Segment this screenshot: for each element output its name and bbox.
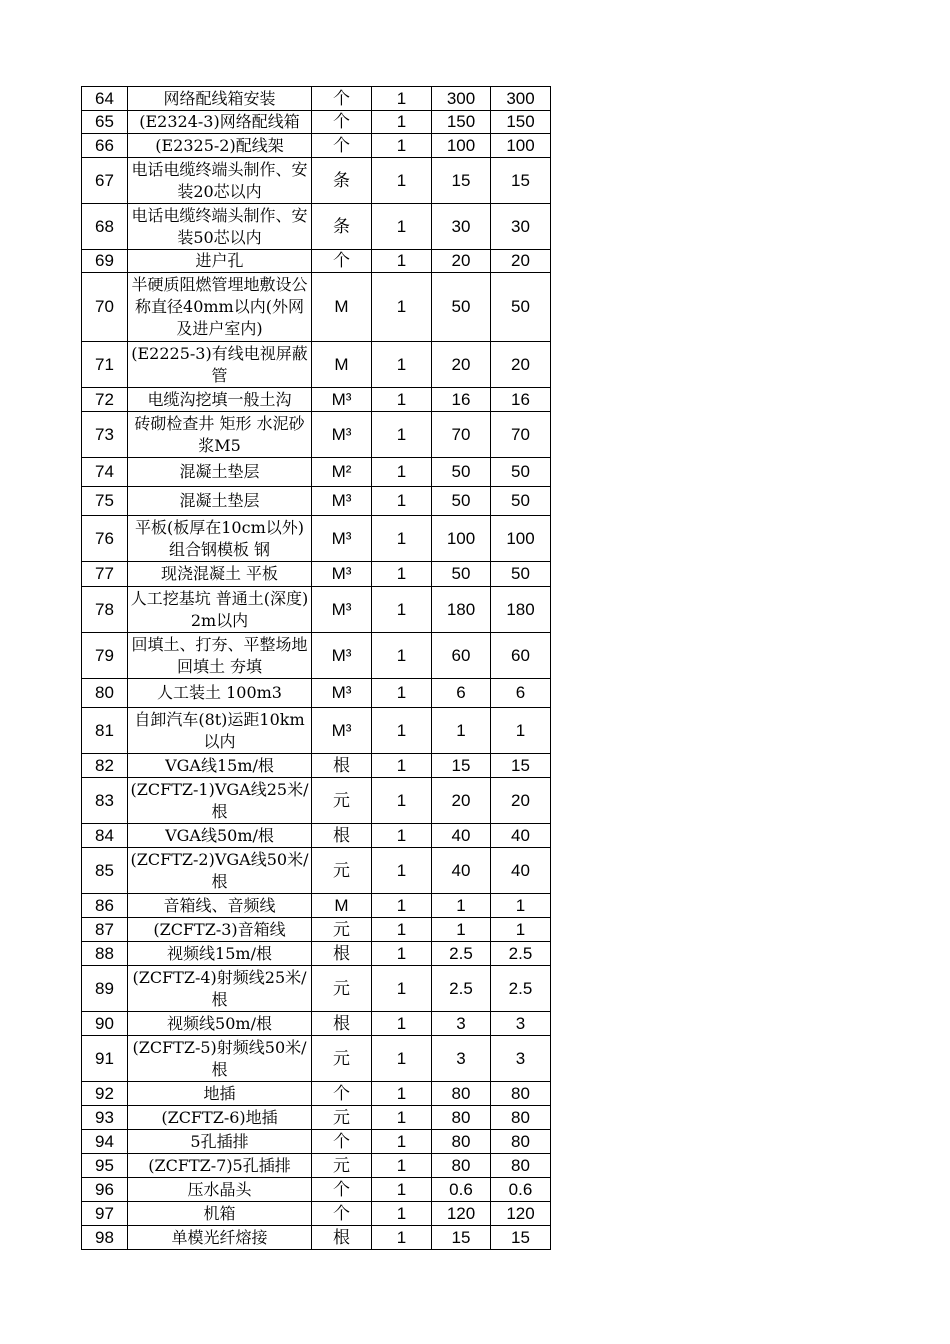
unit-cell: 根 (312, 754, 372, 778)
row-number-cell: 89 (82, 966, 128, 1012)
quantity-cell: 1 (372, 273, 432, 342)
table-row (82, 754, 551, 778)
item-description-cell: 视频线50m/根 (128, 1012, 312, 1036)
table-row (82, 134, 551, 158)
item-description-cell: 混凝土垫层 (128, 487, 312, 516)
unit-price-cell: 0.6 (432, 1178, 491, 1202)
unit-cell: 条 (312, 204, 372, 250)
item-description-cell: 混凝土垫层 (128, 458, 312, 487)
table-row (82, 708, 551, 754)
row-number-cell: 91 (82, 1036, 128, 1082)
total-amount-cell: 100 (491, 134, 551, 158)
item-description-cell: 人工挖基坑 普通土(深度) 2m以内 (128, 587, 312, 633)
total-amount-cell: 15 (491, 1226, 551, 1250)
row-number-cell: 73 (82, 412, 128, 458)
quantity-cell: 1 (372, 754, 432, 778)
unit-cell: M³ (312, 679, 372, 708)
total-amount-cell: 80 (491, 1154, 551, 1178)
table-row (82, 342, 551, 388)
table-body (82, 87, 551, 1250)
unit-price-cell: 80 (432, 1130, 491, 1154)
table-row (82, 273, 551, 342)
item-description-cell: VGA线50m/根 (128, 824, 312, 848)
total-amount-cell: 180 (491, 587, 551, 633)
total-amount-cell: 1 (491, 708, 551, 754)
quantity-cell: 1 (372, 87, 432, 111)
item-description-cell: 现浇混凝土 平板 (128, 562, 312, 587)
row-number-cell: 87 (82, 918, 128, 942)
row-number-cell: 70 (82, 273, 128, 342)
quantity-cell: 1 (372, 1202, 432, 1226)
unit-cell: M (312, 894, 372, 918)
unit-cell: M (312, 273, 372, 342)
unit-price-cell: 15 (432, 754, 491, 778)
quantity-cell: 1 (372, 894, 432, 918)
unit-cell: M² (312, 458, 372, 487)
row-number-cell: 64 (82, 87, 128, 111)
item-description-cell: (ZCFTZ-6)地插 (128, 1106, 312, 1130)
quantity-cell: 1 (372, 1226, 432, 1250)
unit-cell: 元 (312, 1154, 372, 1178)
unit-cell: 个 (312, 250, 372, 273)
total-amount-cell: 15 (491, 158, 551, 204)
quantity-cell: 1 (372, 412, 432, 458)
item-description-cell: 机箱 (128, 1202, 312, 1226)
quantity-cell: 1 (372, 204, 432, 250)
table-row (82, 1178, 551, 1202)
unit-cell: M³ (312, 388, 372, 412)
unit-price-cell: 100 (432, 516, 491, 562)
unit-price-cell: 100 (432, 134, 491, 158)
total-amount-cell: 50 (491, 487, 551, 516)
unit-cell: M³ (312, 487, 372, 516)
row-number-cell: 97 (82, 1202, 128, 1226)
table-row (82, 848, 551, 894)
total-amount-cell: 2.5 (491, 966, 551, 1012)
total-amount-cell: 300 (491, 87, 551, 111)
row-number-cell: 80 (82, 679, 128, 708)
quantity-cell: 1 (372, 516, 432, 562)
item-description-cell: 压水晶头 (128, 1178, 312, 1202)
unit-cell: 元 (312, 966, 372, 1012)
row-number-cell: 77 (82, 562, 128, 587)
table-row (82, 1202, 551, 1226)
quantity-price-table (81, 86, 551, 1250)
total-amount-cell: 50 (491, 458, 551, 487)
unit-price-cell: 60 (432, 633, 491, 679)
table-row (82, 587, 551, 633)
total-amount-cell: 50 (491, 562, 551, 587)
total-amount-cell: 20 (491, 250, 551, 273)
row-number-cell: 84 (82, 824, 128, 848)
total-amount-cell: 150 (491, 111, 551, 134)
total-amount-cell: 3 (491, 1012, 551, 1036)
table-row (82, 1082, 551, 1106)
unit-price-cell: 40 (432, 848, 491, 894)
table-row (82, 87, 551, 111)
row-number-cell: 66 (82, 134, 128, 158)
total-amount-cell: 1 (491, 894, 551, 918)
unit-price-cell: 3 (432, 1012, 491, 1036)
table-row (82, 111, 551, 134)
item-description-cell: (E2225-3)有线电视屏蔽管 (128, 342, 312, 388)
unit-price-cell: 180 (432, 587, 491, 633)
unit-cell: 个 (312, 134, 372, 158)
unit-price-cell: 1 (432, 708, 491, 754)
unit-cell: 元 (312, 848, 372, 894)
quantity-cell: 1 (372, 708, 432, 754)
unit-price-cell: 1 (432, 894, 491, 918)
unit-price-cell: 300 (432, 87, 491, 111)
row-number-cell: 65 (82, 111, 128, 134)
quantity-cell: 1 (372, 1154, 432, 1178)
unit-cell: M³ (312, 708, 372, 754)
table-row (82, 778, 551, 824)
row-number-cell: 69 (82, 250, 128, 273)
quantity-cell: 1 (372, 918, 432, 942)
unit-cell: 个 (312, 1082, 372, 1106)
quantity-cell: 1 (372, 824, 432, 848)
total-amount-cell: 20 (491, 778, 551, 824)
table-row (82, 1106, 551, 1130)
total-amount-cell: 50 (491, 273, 551, 342)
table-row (82, 1226, 551, 1250)
row-number-cell: 83 (82, 778, 128, 824)
unit-price-cell: 50 (432, 487, 491, 516)
quantity-cell: 1 (372, 942, 432, 966)
quantity-cell: 1 (372, 679, 432, 708)
table-row (82, 487, 551, 516)
item-description-cell: 回填土、打夯、平整场地 回填土 夯填 (128, 633, 312, 679)
item-description-cell: 电缆沟挖填一般土沟 (128, 388, 312, 412)
total-amount-cell: 120 (491, 1202, 551, 1226)
table-row (82, 1154, 551, 1178)
unit-price-cell: 15 (432, 158, 491, 204)
total-amount-cell: 100 (491, 516, 551, 562)
total-amount-cell: 3 (491, 1036, 551, 1082)
total-amount-cell: 30 (491, 204, 551, 250)
row-number-cell: 67 (82, 158, 128, 204)
table-row (82, 942, 551, 966)
table-row (82, 679, 551, 708)
quantity-cell: 1 (372, 342, 432, 388)
row-number-cell: 82 (82, 754, 128, 778)
row-number-cell: 93 (82, 1106, 128, 1130)
item-description-cell: (E2325-2)配线架 (128, 134, 312, 158)
row-number-cell: 71 (82, 342, 128, 388)
unit-price-cell: 80 (432, 1154, 491, 1178)
table-row (82, 633, 551, 679)
table-row (82, 204, 551, 250)
total-amount-cell: 70 (491, 412, 551, 458)
item-description-cell: 进户孔 (128, 250, 312, 273)
row-number-cell: 95 (82, 1154, 128, 1178)
quantity-cell: 1 (372, 1130, 432, 1154)
row-number-cell: 90 (82, 1012, 128, 1036)
table-row (82, 1130, 551, 1154)
quantity-cell: 1 (372, 848, 432, 894)
quantity-cell: 1 (372, 633, 432, 679)
unit-cell: 元 (312, 778, 372, 824)
unit-price-cell: 80 (432, 1106, 491, 1130)
unit-price-cell: 6 (432, 679, 491, 708)
item-description-cell: 人工装土 100m3 (128, 679, 312, 708)
item-description-cell: (ZCFTZ-5)射频线50米/根 (128, 1036, 312, 1082)
item-description-cell: 视频线15m/根 (128, 942, 312, 966)
quantity-cell: 1 (372, 587, 432, 633)
unit-cell: M³ (312, 412, 372, 458)
table-row (82, 562, 551, 587)
unit-price-cell: 1 (432, 918, 491, 942)
row-number-cell: 74 (82, 458, 128, 487)
row-number-cell: 81 (82, 708, 128, 754)
unit-cell: M³ (312, 562, 372, 587)
unit-price-cell: 80 (432, 1082, 491, 1106)
unit-price-cell: 50 (432, 273, 491, 342)
unit-cell: 元 (312, 918, 372, 942)
total-amount-cell: 0.6 (491, 1178, 551, 1202)
unit-cell: 元 (312, 1106, 372, 1130)
unit-cell: M³ (312, 587, 372, 633)
unit-cell: 根 (312, 1012, 372, 1036)
quantity-cell: 1 (372, 250, 432, 273)
row-number-cell: 78 (82, 587, 128, 633)
total-amount-cell: 80 (491, 1130, 551, 1154)
total-amount-cell: 6 (491, 679, 551, 708)
unit-cell: M³ (312, 516, 372, 562)
item-description-cell: (ZCFTZ-1)VGA线25米/根 (128, 778, 312, 824)
total-amount-cell: 15 (491, 754, 551, 778)
row-number-cell: 86 (82, 894, 128, 918)
item-description-cell: 电话电缆终端头制作、安装20芯以内 (128, 158, 312, 204)
total-amount-cell: 16 (491, 388, 551, 412)
quantity-cell: 1 (372, 388, 432, 412)
unit-price-cell: 150 (432, 111, 491, 134)
unit-cell: M (312, 342, 372, 388)
unit-price-cell: 30 (432, 204, 491, 250)
unit-cell: M³ (312, 633, 372, 679)
table-row (82, 516, 551, 562)
total-amount-cell: 20 (491, 342, 551, 388)
row-number-cell: 98 (82, 1226, 128, 1250)
item-description-cell: VGA线15m/根 (128, 754, 312, 778)
item-description-cell: (ZCFTZ-2)VGA线50米/根 (128, 848, 312, 894)
item-description-cell: 音箱线、音频线 (128, 894, 312, 918)
quantity-cell: 1 (372, 458, 432, 487)
table-row (82, 1036, 551, 1082)
item-description-cell: 电话电缆终端头制作、安装50芯以内 (128, 204, 312, 250)
quantity-cell: 1 (372, 966, 432, 1012)
item-description-cell: (E2324-3)网络配线箱 (128, 111, 312, 134)
quantity-cell: 1 (372, 1082, 432, 1106)
item-description-cell: (ZCFTZ-3)音箱线 (128, 918, 312, 942)
row-number-cell: 76 (82, 516, 128, 562)
item-description-cell: (ZCFTZ-7)5孔插排 (128, 1154, 312, 1178)
table-row (82, 158, 551, 204)
unit-price-cell: 20 (432, 250, 491, 273)
unit-cell: 个 (312, 87, 372, 111)
unit-price-cell: 70 (432, 412, 491, 458)
unit-price-cell: 50 (432, 562, 491, 587)
row-number-cell: 88 (82, 942, 128, 966)
item-description-cell: 网络配线箱安装 (128, 87, 312, 111)
total-amount-cell: 1 (491, 918, 551, 942)
unit-price-cell: 120 (432, 1202, 491, 1226)
table-row (82, 250, 551, 273)
row-number-cell: 68 (82, 204, 128, 250)
quantity-cell: 1 (372, 1178, 432, 1202)
unit-price-cell: 16 (432, 388, 491, 412)
quantity-cell: 1 (372, 158, 432, 204)
row-number-cell: 92 (82, 1082, 128, 1106)
unit-cell: 条 (312, 158, 372, 204)
item-description-cell: 地插 (128, 1082, 312, 1106)
unit-cell: 根 (312, 1226, 372, 1250)
quantity-cell: 1 (372, 111, 432, 134)
item-description-cell: 半硬质阻燃管埋地敷设公称直径40mm以内(外网及进户室内) (128, 273, 312, 342)
row-number-cell: 72 (82, 388, 128, 412)
unit-cell: 根 (312, 942, 372, 966)
table-row (82, 458, 551, 487)
item-description-cell: 单模光纤熔接 (128, 1226, 312, 1250)
quantity-cell: 1 (372, 562, 432, 587)
unit-price-cell: 50 (432, 458, 491, 487)
total-amount-cell: 40 (491, 824, 551, 848)
unit-cell: 个 (312, 1202, 372, 1226)
total-amount-cell: 60 (491, 633, 551, 679)
table-row (82, 412, 551, 458)
table-row (82, 918, 551, 942)
table-row (82, 966, 551, 1012)
item-description-cell: 5孔插排 (128, 1130, 312, 1154)
unit-cell: 个 (312, 1178, 372, 1202)
unit-price-cell: 2.5 (432, 966, 491, 1012)
quantity-cell: 1 (372, 134, 432, 158)
quantity-cell: 1 (372, 1106, 432, 1130)
unit-cell: 个 (312, 111, 372, 134)
total-amount-cell: 2.5 (491, 942, 551, 966)
row-number-cell: 85 (82, 848, 128, 894)
item-description-cell: 平板(板厚在10cm以外) 组合钢模板 钢 (128, 516, 312, 562)
item-description-cell: (ZCFTZ-4)射频线25米/根 (128, 966, 312, 1012)
item-description-cell: 自卸汽车(8t)运距10km以内 (128, 708, 312, 754)
table-row (82, 1012, 551, 1036)
quantity-cell: 1 (372, 778, 432, 824)
row-number-cell: 96 (82, 1178, 128, 1202)
row-number-cell: 79 (82, 633, 128, 679)
unit-price-cell: 40 (432, 824, 491, 848)
row-number-cell: 75 (82, 487, 128, 516)
unit-cell: 元 (312, 1036, 372, 1082)
total-amount-cell: 80 (491, 1082, 551, 1106)
total-amount-cell: 40 (491, 848, 551, 894)
unit-cell: 根 (312, 824, 372, 848)
unit-price-cell: 15 (432, 1226, 491, 1250)
table-row (82, 824, 551, 848)
quantity-cell: 1 (372, 487, 432, 516)
quantity-cell: 1 (372, 1012, 432, 1036)
unit-price-cell: 3 (432, 1036, 491, 1082)
quantity-cell: 1 (372, 1036, 432, 1082)
unit-price-cell: 2.5 (432, 942, 491, 966)
table-row (82, 388, 551, 412)
unit-price-cell: 20 (432, 778, 491, 824)
table-row (82, 894, 551, 918)
item-description-cell: 砖砌检查井 矩形 水泥砂浆M5 (128, 412, 312, 458)
unit-price-cell: 20 (432, 342, 491, 388)
unit-cell: 个 (312, 1130, 372, 1154)
row-number-cell: 94 (82, 1130, 128, 1154)
total-amount-cell: 80 (491, 1106, 551, 1130)
